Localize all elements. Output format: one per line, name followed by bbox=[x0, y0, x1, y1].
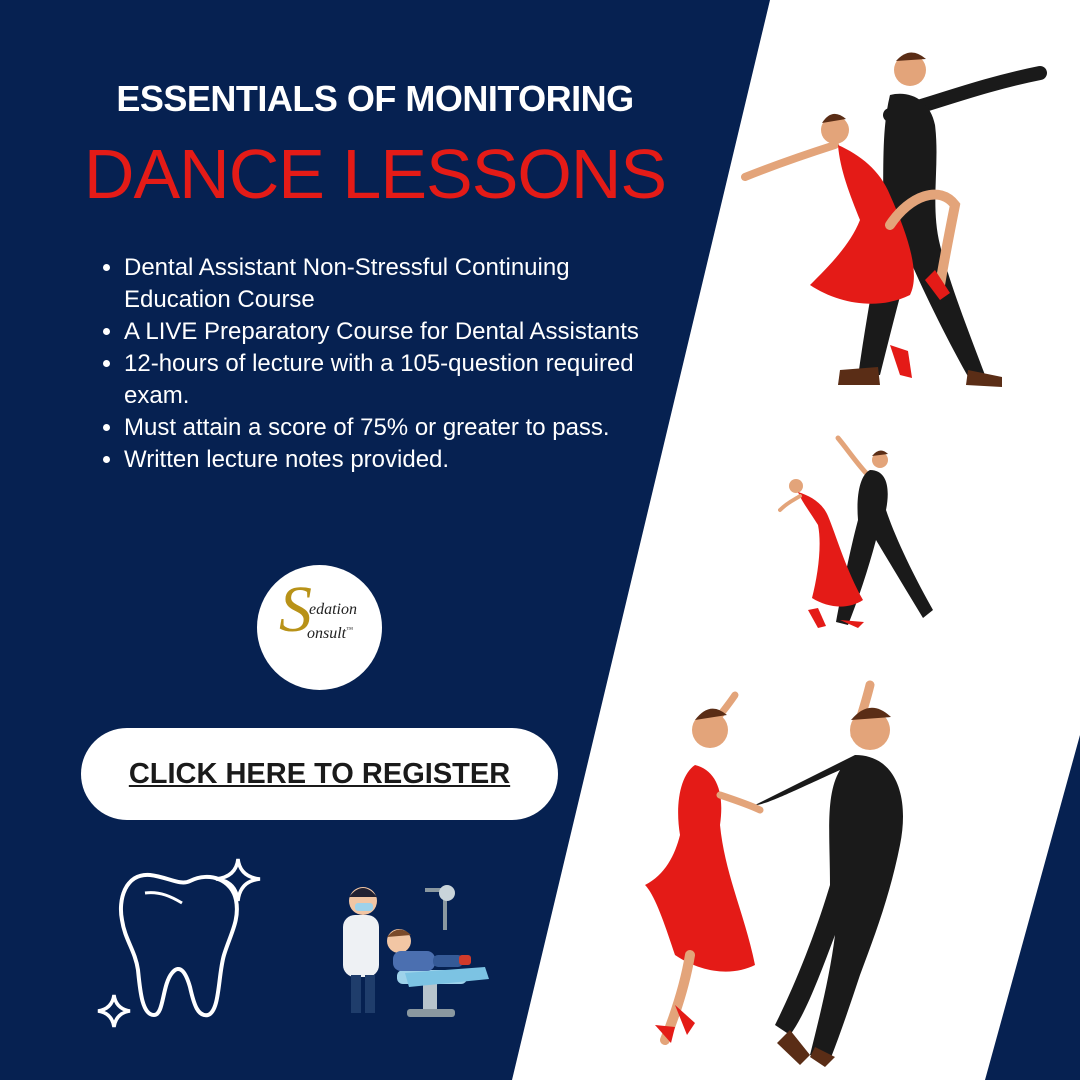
register-button[interactable] bbox=[81, 728, 558, 820]
dancing-couple-illustration bbox=[615, 675, 915, 1070]
dancing-couple-illustration bbox=[778, 430, 943, 635]
logo-trademark: ™ bbox=[346, 625, 353, 634]
course-bullet-list bbox=[100, 252, 644, 476]
logo-word-onsult bbox=[307, 625, 353, 643]
dancing-couple-illustration bbox=[740, 45, 1065, 395]
register-button-label: CLICK HERE TO REGISTER bbox=[128, 757, 511, 790]
headline-dance-lessons: DANCE LESSONS bbox=[83, 135, 667, 213]
bullet-item: • 12-hours of lecture with a 105-question required exam. bbox=[124, 348, 644, 412]
sedation-consult-logo bbox=[257, 565, 382, 690]
logo-s-glyph: S bbox=[279, 573, 312, 646]
dentist-illustration bbox=[335, 875, 495, 1020]
logo-word-edation: edation bbox=[309, 601, 357, 618]
bullet-item: • Must attain a score of 75% or greater to pass. bbox=[124, 412, 644, 444]
bullet-item: • Dental Assistant Non-Stressful Continuing Education Course bbox=[124, 252, 644, 316]
bullet-item: • Written lecture notes provided. bbox=[124, 444, 644, 476]
logo-word-onsult-text: onsult bbox=[307, 625, 347, 642]
bullet-item: • A LIVE Preparatory Course for Dental Assistants bbox=[124, 316, 644, 348]
headline-essentials: ESSENTIALS OF MONITORING bbox=[116, 78, 634, 119]
tooth-icon bbox=[90, 855, 275, 1040]
